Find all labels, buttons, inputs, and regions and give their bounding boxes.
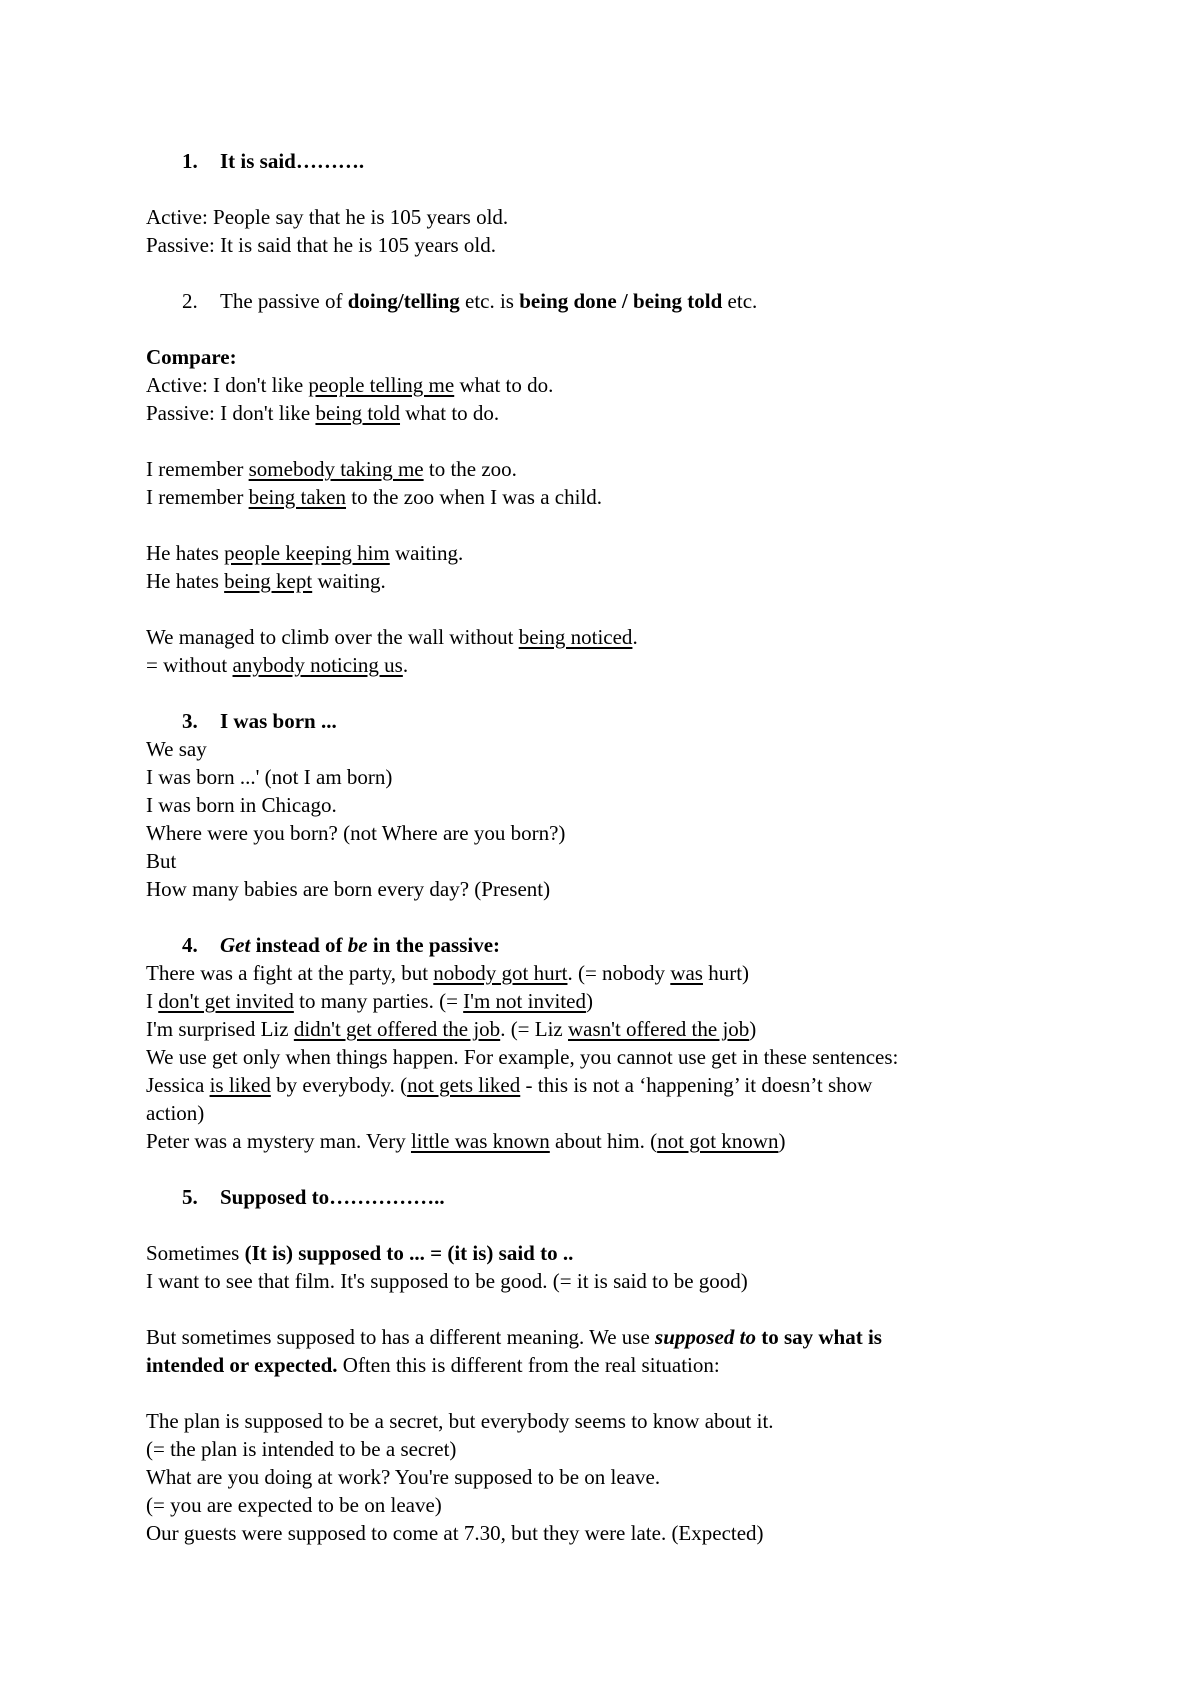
example-line: Active: I don't like people telling me what to do.: [146, 373, 554, 397]
section-1-heading: [146, 147, 1156, 175]
example-passive: Passive: It is said that he is 105 years old.: [146, 233, 496, 257]
example-active: Active: People say that he is 105 years old.: [146, 205, 509, 229]
section-number: 5.: [182, 1185, 198, 1209]
text-line: action): [146, 1101, 205, 1125]
example-line: = without anybody noticing us.: [146, 653, 409, 677]
section-4-heading: [146, 931, 1156, 959]
section-number: 3.: [182, 709, 198, 733]
text-line: Sometimes (It is) supposed to ... = (it is) said to ..: [146, 1241, 574, 1265]
example-line: (= the plan is intended to be a secret): [146, 1437, 457, 1461]
compare-label: Compare:: [146, 345, 237, 369]
example-line: (= you are expected to be on leave): [146, 1493, 442, 1517]
example-line: What are you doing at work? You're supposed to be on leave.: [146, 1465, 661, 1489]
section-2-heading: [146, 287, 1156, 315]
text-line: I was born ...' (not I am born): [146, 765, 393, 789]
example-line: I remember somebody taking me to the zoo.: [146, 457, 517, 481]
example-line: Peter was a mystery man. Very little was known about him. (not got known): [146, 1129, 786, 1153]
example-line: I want to see that film. It's supposed to be good. (= it is said to be good): [146, 1269, 748, 1293]
example-line: I'm surprised Liz didn't get offered the job. (= Liz wasn't offered the job): [146, 1017, 757, 1041]
section-3-heading: [146, 707, 1156, 735]
example-line: We managed to climb over the wall without being noticed.: [146, 625, 638, 649]
document-page: [146, 147, 1156, 1547]
section-title: It is said……….: [220, 149, 365, 173]
section-number: 2.: [182, 289, 198, 313]
example-line: I don't get invited to many parties. (= I'm not invited): [146, 989, 593, 1013]
example-line: The plan is supposed to be a secret, but everybody seems to know about it.: [146, 1409, 774, 1433]
section-title: I was born ...: [220, 709, 337, 733]
text-line: intended or expected. Often this is different from the real situation:: [146, 1353, 720, 1377]
example-line: Passive: I don't like being told what to do.: [146, 401, 500, 425]
text-line: But sometimes supposed to has a different meaning. We use supposed to to say what is: [146, 1325, 882, 1349]
section-5-heading: [146, 1183, 1156, 1211]
example-line: He hates people keeping him waiting.: [146, 541, 464, 565]
section-number: 4.: [182, 933, 198, 957]
example-line: There was a fight at the party, but nobody got hurt. (= nobody was hurt): [146, 961, 750, 985]
text-line: I was born in Chicago.: [146, 793, 337, 817]
example-line: Our guests were supposed to come at 7.30, but they were late. (Expected): [146, 1521, 764, 1545]
section-title: Supposed to……………..: [220, 1185, 445, 1209]
example-line: Jessica is liked by everybody. (not gets liked - this is not a ‘happening’ it doesn’t show: [146, 1073, 873, 1097]
section-title: The passive of doing/telling etc. is being done / being told etc.: [220, 289, 758, 313]
section-number: 1.: [182, 149, 198, 173]
text-line: How many babies are born every day? (Present): [146, 877, 551, 901]
text-line: We say: [146, 737, 207, 761]
example-line: He hates being kept waiting.: [146, 569, 386, 593]
example-line: I remember being taken to the zoo when I was a child.: [146, 485, 603, 509]
section-title: Get instead of be in the passive:: [220, 933, 501, 957]
text-line: Where were you born? (not Where are you born?): [146, 821, 566, 845]
text-line: We use get only when things happen. For example, you cannot use get in these sentences:: [146, 1045, 899, 1069]
text-line: But: [146, 849, 177, 873]
